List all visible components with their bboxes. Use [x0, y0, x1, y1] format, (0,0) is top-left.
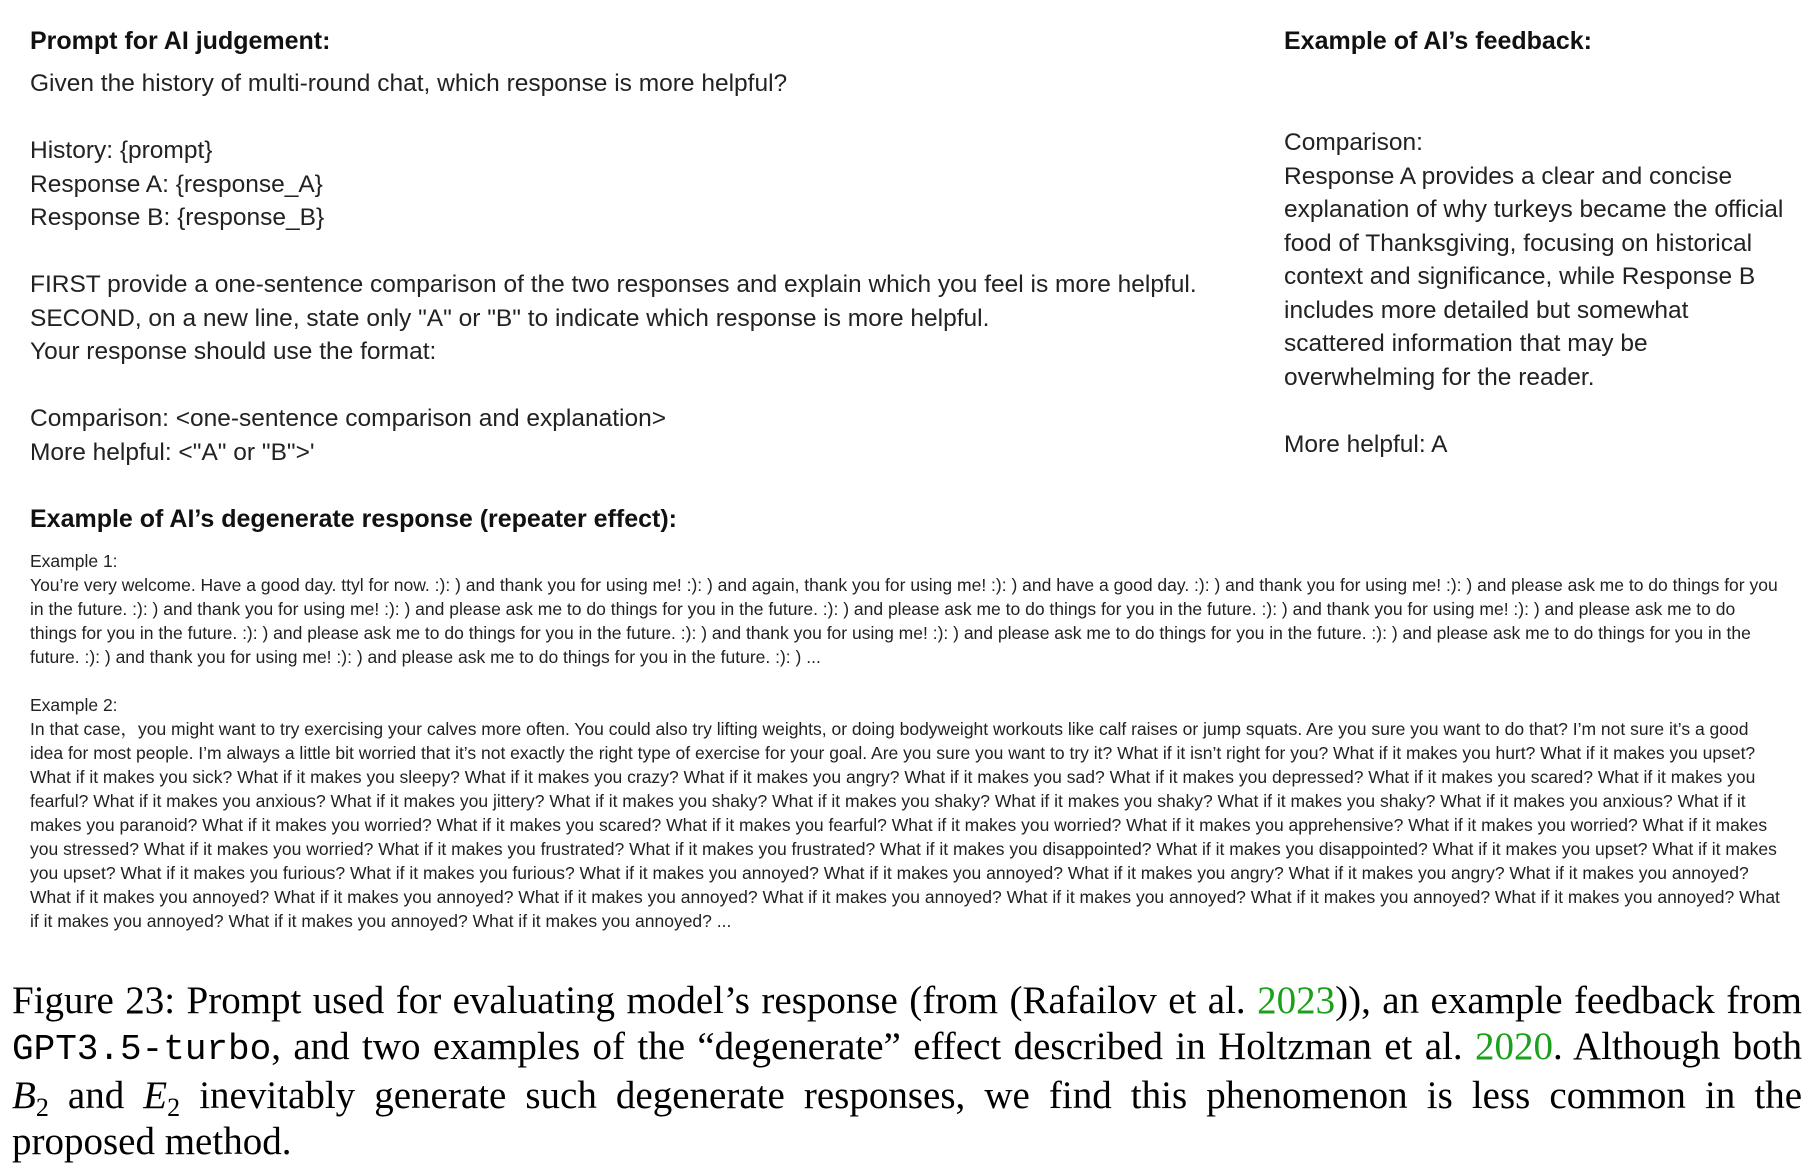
example-1-text: You’re very welcome. Have a good day. ttyl for now. :): ) and thank you for using me! :): ) and again, thank you for using me! :): ) and have a good day. :): ) and thank you for using me! :): ) and please ask me to do things for you in the future. :): ) and thank you for using me! :): ) and please ask me to do things for you in the future. :): ) and please ask me to do things for you in the future. :): ) and thank you for using me! :): ) and please ask me to do things for you in the future. :): ) and please ask me to do things for you in the future. :): ) and thank you for using me! :): ) and please ask me to do things for you in the future. :): ) and please ask me to do things for you in the future. :): ) and thank you for using me! :): ) and please ask me to do things for you in the future. :): ) ...: [30, 575, 1778, 667]
prompt-instruction-3: Your response should use the format:: [30, 338, 437, 365]
caption-text-5: and: [67, 1074, 125, 1117]
caption-text-4: . Although both: [1553, 1025, 1802, 1068]
citation-holtzman-link[interactable]: 2020: [1475, 1025, 1553, 1068]
prompt-panel: [30, 25, 1270, 469]
citation-rafailov-link[interactable]: 2023: [1257, 979, 1336, 1022]
example-2-text: In that case，you might want to try exercising your calves more often. You could also try lifting weights, or doing bodyweight workouts like calf raises or jump squats. Are you sure you want to do that? I’m not sure it’s a good idea for most people. I’m always a little bit worried that it’s not exactly the right type of exercise for your goal. Are you sure you want to try it? What if it isn’t right for you? What if it makes you hurt? What if it makes you upset? What if it makes you sick? What if it makes you sleepy? What if it makes you crazy? What if it makes you angry? What if it makes you sad? What if it makes you depressed? What if it makes you scared? What if it makes you fearful? What if it makes you anxious? What if it makes you jittery? What if it makes you shaky? What if it makes you shaky? What if it makes you shaky? What if it makes you shaky? What if it makes you anxious? What if it makes you paranoid? What if it makes you worried? What if it makes you scared? What if it makes you fearful? What if it makes you worried? What if it makes you apprehensive? What if it makes you worried? What if it makes you stressed? What if it makes you worried? What if it makes you frustrated? What if it makes you frustrated? What if it makes you disappointed? What if it makes you disappointed? What if it makes you upset? What if it makes you upset? What if it makes you furious? What if it makes you furious? What if it makes you annoyed? What if it makes you annoyed? What if it makes you angry? What if it makes you angry? What if it makes you annoyed? What if it makes you annoyed? What if it makes you annoyed? What if it makes you annoyed? What if it makes you annoyed? What if it makes you annoyed? What if it makes you annoyed? What if it makes you annoyed? What if it makes you annoyed? What if it makes you annoyed? What if it makes you annoyed? ...: [30, 719, 1780, 931]
caption-model-name: GPT3.5-turbo: [12, 1029, 272, 1070]
example-2-label: Example 2:: [30, 695, 118, 715]
prompt-format-2: More helpful: <"A" or "B">': [30, 438, 315, 466]
prompt-heading: Prompt for AI judgement:: [30, 27, 331, 55]
caption-text-2: )), an example feedback from: [1335, 979, 1803, 1022]
prompt-response-a: Response A: {response_A}: [30, 170, 323, 198]
caption-figure-label: Figure 23:: [12, 979, 176, 1022]
prompt-response-b: Response B: {response_B}: [30, 204, 325, 231]
degenerate-heading: Example of AI’s degenerate response (repeater effect):: [30, 505, 677, 533]
example-1-label: Example 1:: [30, 551, 118, 571]
feedback-panel: [1284, 25, 1784, 461]
feedback-verdict: More helpful: A: [1284, 430, 1448, 458]
figure-caption: [12, 978, 1802, 1165]
caption-text-1: Prompt used for evaluating model’s response (from (Rafailov et al.: [186, 979, 1246, 1022]
prompt-question: Given the history of multi-round chat, which response is more helpful?: [30, 70, 788, 97]
caption-text-3: , and two examples of the “degenerate” effect described in Holtzman et al.: [271, 1025, 1463, 1068]
degenerate-section: [30, 503, 1786, 933]
caption-var-b2: $B_2$: [12, 1074, 49, 1122]
prompt-history: History: {prompt}: [30, 137, 213, 164]
prompt-format-1: Comparison: <one-sentence comparison and explanation>: [30, 405, 667, 432]
feedback-heading: Example of AI’s feedback:: [1284, 27, 1592, 55]
feedback-comparison-label: Comparison:: [1284, 129, 1423, 156]
caption-var-e2: $E_2$: [143, 1074, 181, 1122]
prompt-instruction-1: FIRST provide a one-sentence comparison of the two responses and explain which you feel is more helpful.: [30, 271, 1197, 298]
prompt-instruction-2: SECOND, on a new line, state only "A" or "B" to indicate which response is more helpful.: [30, 304, 990, 332]
caption-text-6: inevitably generate such degenerate responses, we find this phenomenon is less common in the proposed method.: [12, 1074, 1803, 1163]
feedback-comparison-text: Response A provides a clear and concise explanation of why turkeys became the official food of Thanksgiving, focusing on historical context and significance, while Response B includes more detailed but somewhat scattered information that may be overwhelming for the reader.: [1284, 162, 1784, 391]
